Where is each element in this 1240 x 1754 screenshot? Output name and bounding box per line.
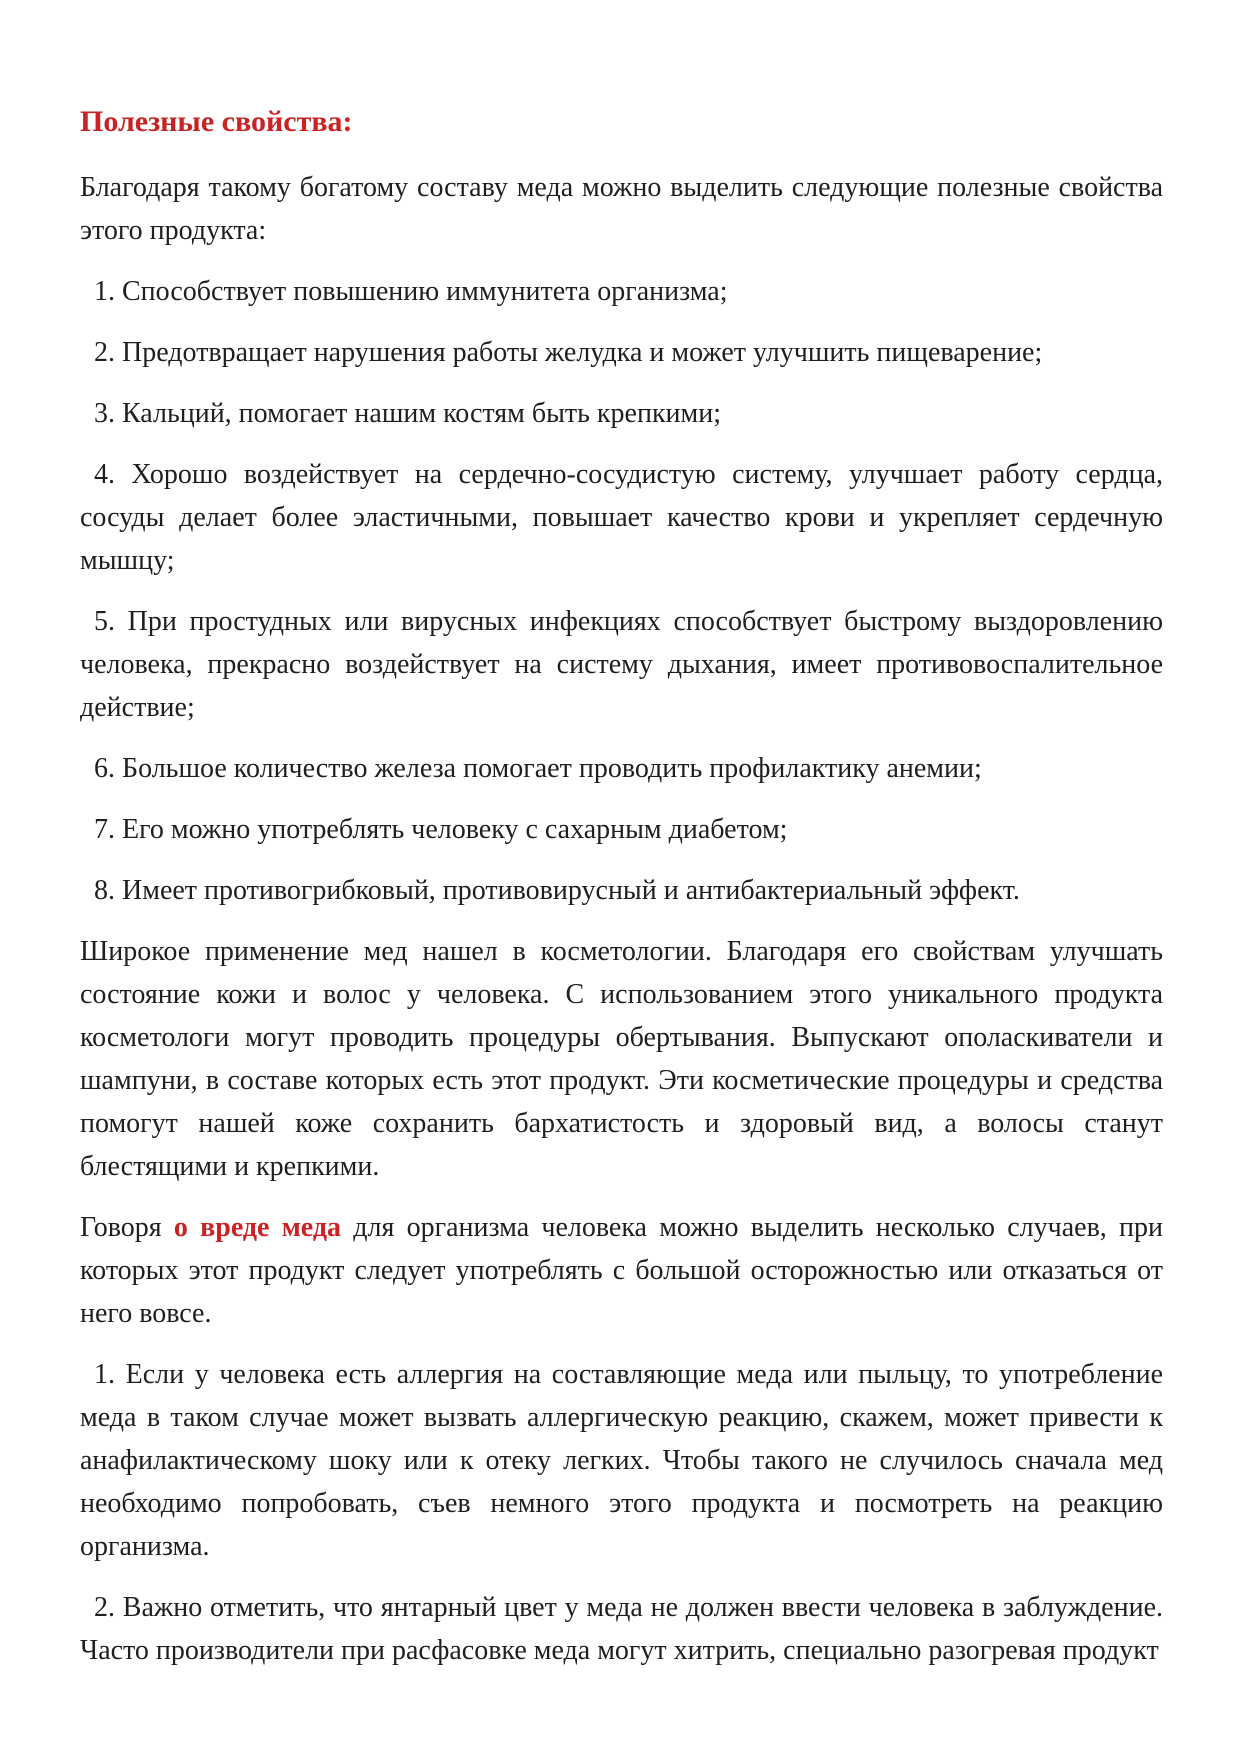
warning-item-2: 2. Важно отметить, что янтарный цвет у меда не должен ввести человека в заблуждение. Часто производители при расфасовке меда могут хитрить, специально разогревая продукт: [80, 1592, 1163, 1666]
benefit-item-5: 5. При простудных или вирусных инфекциях способствует быстрому выздоровлению человека, прекрасно воздействует на систему дыхания, имеет противовоспалительное действие;: [80, 606, 1163, 723]
harm-intro-before: Говоря: [80, 1212, 174, 1243]
benefit-item-4: 4. Хорошо воздействует на сердечно-сосудистую систему, улучшает работу сердца, сосуды делает более эластичными, повышает качество крови и укрепляет сердечную мышцу;: [80, 459, 1163, 576]
benefit-item-8: 8. Имеет противогрибковый, противовирусный и антибактериальный эффект.: [94, 875, 1020, 906]
warning-item-1: 1. Если у человека есть аллергия на составляющие меда или пыльцу, то употребление меда в таком случае может вызвать аллергическую реакцию, скажем, может привести к анафилактическому шоку или к отеку легких. Чтобы такого не случилось сначала мед необходимо попробовать, съев немного этого продукта и посмотреть на реакцию организма.: [80, 1359, 1163, 1562]
harm-intro-paragraph: [80, 1206, 1163, 1335]
benefit-item-1: 1. Способствует повышению иммунитета организма;: [94, 276, 728, 307]
benefit-item-3: 3. Кальций, помогает нашим костям быть крепкими;: [94, 398, 722, 429]
harm-intro-after: для организма человека можно выделить несколько случаев, при которых этот продукт следует употреблять с большой осторожностью или отказаться от него вовсе.: [80, 1212, 1164, 1329]
benefit-item-7: 7. Его можно употреблять человеку с сахарным диабетом;: [94, 814, 788, 845]
intro-paragraph: Благодаря такому богатому составу меда можно выделить следующие полезные свойства этого продукта:: [80, 172, 1163, 246]
section-heading: Полезные свойства:: [80, 105, 353, 138]
cosmetology-paragraph: Широкое применение мед нашел в косметологии. Благодаря его свойствам улучшать состояние кожи и волос у человека. С использованием этого уникального продукта косметологи могут проводить процедуры обертывания. Выпускают ополаскиватели и шампуни, в составе которых есть этот продукт. Эти косметические процедуры и средства помогут нашей коже сохранить бархатистость и здоровый вид, а волосы станут блестящими и крепкими.: [80, 936, 1163, 1182]
harm-highlight-phrase: о вреде меда: [173, 1212, 342, 1243]
benefit-item-6: 6. Большое количество железа помогает проводить профилактику анемии;: [94, 753, 982, 784]
benefit-item-2: 2. Предотвращает нарушения работы желудка и может улучшить пищеварение;: [94, 337, 1043, 368]
